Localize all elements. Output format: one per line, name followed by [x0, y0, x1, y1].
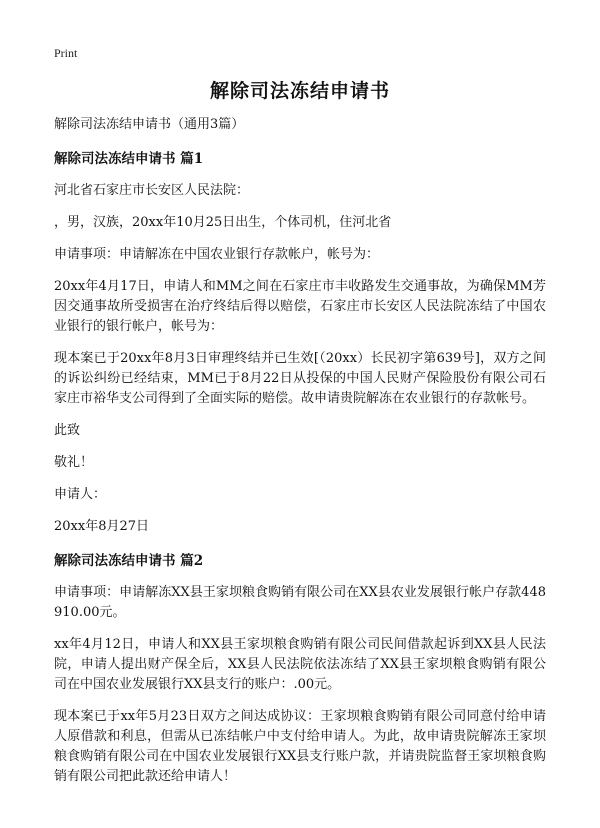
document-subtitle: 解除司法冻结申请书（通用3篇）: [54, 117, 245, 132]
closing-salutation: 此致: [54, 423, 81, 438]
case-conclusion-2: 现本案已于xx年5月23日双方之间达成协议：王家坝粮食购销有限公司同意付给申请人原借款和利息，但需从已冻结帐户中支付给申请人。为此，故申请贵院解冻王家坝粮食购销有限公司在中国农业发展银行XX县支行账户款，并请贵院监督王家坝粮食购销有限公司把此款还给申请人！: [54, 709, 546, 784]
request-item: 申请事项：申请解冻在中国农业银行存款帐户，帐号为：: [54, 247, 380, 262]
case-conclusion: 现本案已于20xx年8月3日审理终结并已生效[（20xx）长民初字第639号]，双方之间的诉讼纠纷已经结束，MM已于8月22日从投保的中国人民财产保险股份有限公司石家庄市裕华支公司得到了全面实际的赔偿。故申请贵院解冻在农业银行的存款帐号。: [54, 351, 546, 406]
applicant-info: ，男，汉族，20xx年10月25日出生，个体司机，住河北省: [54, 215, 392, 230]
addressee: 河北省石家庄市长安区人民法院：: [54, 183, 250, 198]
applicant-signature: 申请人：: [54, 487, 107, 502]
request-item-2: 申请事项：申请解冻XX县王家坝粮食购销有限公司在XX县农业发展银行帐户存款448910.00元。: [54, 585, 546, 620]
section-heading-2: 解除司法冻结申请书 篇2: [54, 553, 204, 569]
print-label[interactable]: Print: [54, 46, 78, 60]
application-date: 20xx年8月27日: [54, 519, 150, 534]
closing-regards: 敬礼！: [54, 455, 94, 470]
case-background: 20xx年4月17日，申请人和MM之间在石家庄市丰收路发生交通事故，为确保MM芳因交通事故所受损害在治疗终结后得以赔偿，石家庄市长安区人民法院冻结了中国农业银行的银行帐户，帐号为：: [54, 279, 546, 334]
case-background-2: xx年4月12日，申请人和XX县王家坝粮食购销有限公司民间借款起诉到XX县人民法院，申请人提出财产保全后，XX县人民法院依法冻结了XX县王家坝粮食购销有限公司在中国农业发展银行XX县支行的账户：.00元。: [54, 637, 546, 692]
document-title: 解除司法冻结申请书: [209, 80, 390, 102]
section-heading-1: 解除司法冻结申请书 篇1: [54, 151, 204, 167]
